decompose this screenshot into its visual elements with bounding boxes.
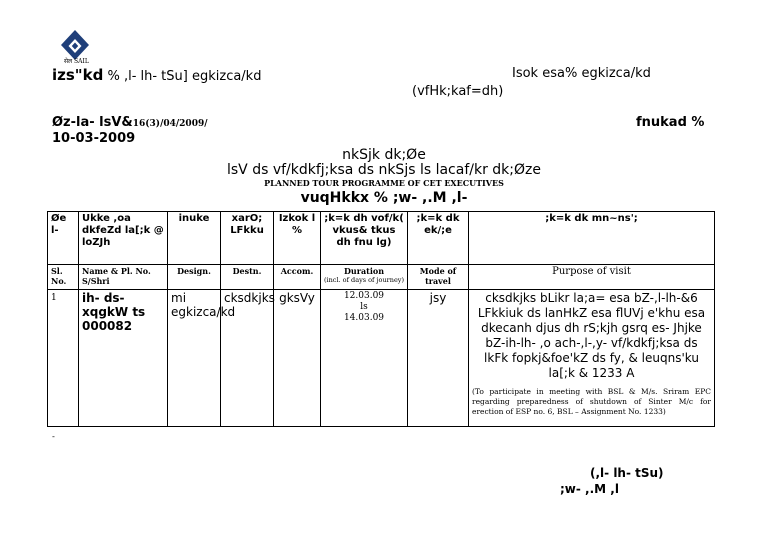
title-tour-programme: nkSjk dk;Øe: [342, 147, 426, 163]
purpose: [469, 290, 715, 427]
header-cell: Sl. No.: [48, 265, 79, 290]
title-description: lsV ds vf/kdkfj;ksa ds nkSjs ls lacaf/kr dk;Øze: [226, 162, 541, 178]
recipient-heading: Isok esa% egkizca/kd: [512, 66, 651, 81]
letter-date: 10-03-2009: [52, 131, 136, 146]
accommodation: gksVy: [274, 290, 321, 427]
sender-detail: % ,l- lh- tSu] egkizca/kd: [103, 69, 262, 84]
sender-org: izs"kd: [52, 66, 104, 84]
title-english: PLANNED TOUR PROGRAMME OF CET EXECUTIVES: [264, 178, 504, 188]
table-header-hindi: [48, 212, 715, 265]
reference-prefix: Øz-la- lsV&: [52, 115, 133, 130]
signatory-name: (,l- lh- tSu): [590, 466, 664, 480]
duration-to-word: ls: [360, 302, 368, 312]
header-cell: Izkok l %: [274, 212, 321, 265]
header-cell: Øe l-: [48, 212, 79, 265]
dash-mark: -: [52, 432, 55, 441]
employee-name: ih- ds- xqgkW ts 000082: [79, 290, 168, 427]
travel-mode: jsy: [408, 290, 469, 427]
purpose-english: (To participate in meeting with BSL & M/s. Sriram EPC regarding preparedness of shutdown of Sinter M/c for erection of ESP no. 6, BSL – Assignment No. 1233): [472, 387, 711, 416]
designation: mi egkizca/kd: [168, 290, 221, 427]
table-row: [48, 290, 715, 427]
header-cell: Accom.: [274, 265, 321, 290]
table-header-english: [48, 265, 715, 290]
header-cell-duration: [321, 265, 408, 290]
destination: cksdkjks: [221, 290, 274, 427]
header-cell: Name & Pl. No. S/Shri: [79, 265, 168, 290]
header-cell: Purpose of visit: [469, 265, 715, 290]
duration-to: 14.03.09: [343, 313, 385, 323]
purpose-hindi: cksdkjks bLikr la;a= esa bZ-,l-lh-&6 LFkkiuk ds lanHkZ esa flUVj e'khu esa dkecanh djus dh rS;kjh gsrq es- Jhjke bZ-ih-lh- ,o ach-,l-,y- vf/kdkfj;ksa ds lkFk fopkj&foe'kZ ds fy, & leuqns'ku la[;k & 1233 A: [477, 291, 706, 380]
duration-label: Duration: [343, 266, 385, 276]
header-cell: inuke: [168, 212, 221, 265]
duration-note: (incl. of days of journey): [324, 276, 404, 284]
logo-caption: सेल SAIL: [64, 58, 89, 65]
header-cell: Mode of travel: [408, 265, 469, 290]
signatory-department: ;w- ,.M ,l: [560, 482, 619, 496]
serial-number: 1: [48, 290, 79, 427]
sender-heading: [52, 66, 261, 84]
header-cell: ;k=k dh vof/k( vkus& tkus dh fnu lg): [321, 212, 408, 265]
header-cell: xarO; LFkku: [221, 212, 274, 265]
duration: [321, 290, 408, 427]
date-label: fnukad %: [636, 115, 705, 130]
recipient-department: (vfHk;kaf=dh): [412, 84, 504, 99]
tour-table: [47, 211, 715, 427]
header-cell: Ukke ,oa dkfeZd la[;k @ loZJh: [79, 212, 168, 265]
header-cell: Destn.: [221, 265, 274, 290]
reference-code: 16(3)/04/2009/: [132, 119, 208, 129]
header-cell: ;k=k dk mn~ns';: [469, 212, 715, 265]
title-section: vuqHkkx % ;w- ,.M ,l-: [300, 190, 468, 206]
duration-from: 12.03.09: [343, 291, 385, 301]
header-cell: Design.: [168, 265, 221, 290]
header-cell: ;k=k dk ek/;e: [408, 212, 469, 265]
reference-number: [52, 115, 208, 130]
